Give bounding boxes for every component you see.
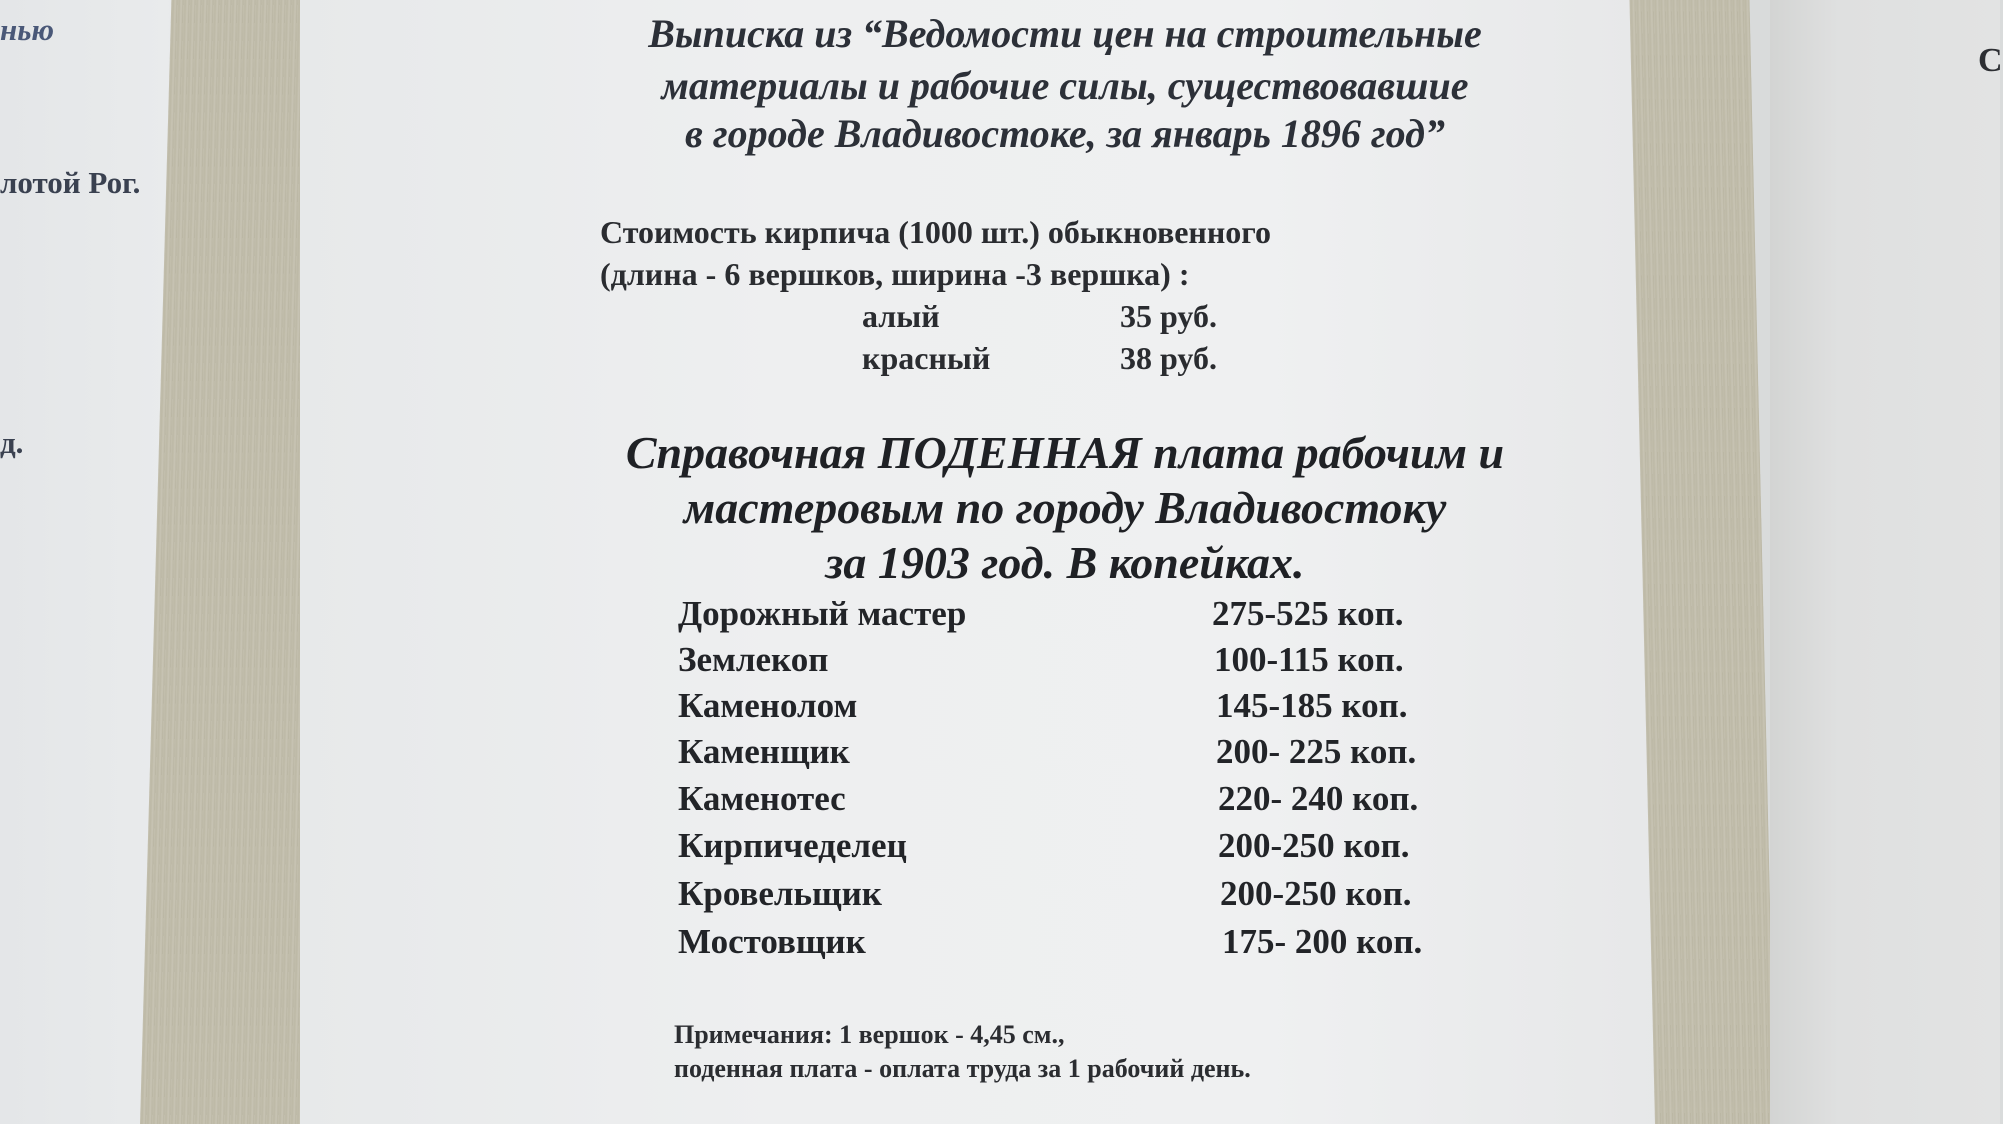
left-fragment-3: д. bbox=[0, 425, 24, 460]
note-line-1: Примечания: 1 вершок - 4,45 см., bbox=[674, 1020, 1065, 1049]
brick-item-price: 38 руб. bbox=[1120, 340, 1217, 376]
right-fragment: С bbox=[1978, 42, 2003, 79]
right-adjacent-sheet bbox=[1770, 0, 2000, 1124]
wage-job: Каменотес bbox=[678, 779, 846, 818]
wage-job: Кровельщик bbox=[678, 874, 882, 913]
wage-pay: 275-525 коп. bbox=[1212, 594, 1404, 633]
left-fragment-2: лотой Рог. bbox=[0, 165, 141, 200]
wage-job: Мостовщик bbox=[678, 922, 866, 961]
wage-job: Дорожный мастер bbox=[678, 594, 967, 633]
wages-title-line-3: за 1903 год. В копейках. bbox=[825, 537, 1305, 588]
wage-job: Каменщик bbox=[678, 732, 850, 771]
right-frame-border bbox=[1629, 0, 1775, 1124]
wage-pay: 200-250 коп. bbox=[1220, 874, 1412, 913]
wage-job: Кирпичеделец bbox=[678, 826, 907, 865]
note-line-2: поденная плата - оплата труда за 1 рабочий день. bbox=[674, 1054, 1251, 1083]
wages-title-line-1: Справочная ПОДЕННАЯ плата рабочим и bbox=[625, 427, 1505, 478]
wage-pay: 200-250 коп. bbox=[1218, 826, 1410, 865]
brick-line-1: Стоимость кирпича (1000 шт.) обыкновенного bbox=[600, 214, 1272, 250]
brick-item-price: 35 руб. bbox=[1120, 298, 1217, 334]
wage-pay: 145-185 коп. bbox=[1216, 686, 1408, 725]
brick-item-name: алый bbox=[862, 298, 940, 334]
wage-pay: 175- 200 коп. bbox=[1222, 922, 1423, 961]
wage-pay: 220- 240 коп. bbox=[1218, 779, 1419, 818]
title-line-2: материалы и рабочие силы, существовавшие bbox=[661, 63, 1469, 108]
wage-pay: 100-115 коп. bbox=[1214, 640, 1404, 679]
wage-pay: 200- 225 коп. bbox=[1216, 732, 1417, 771]
left-fragment-1: нью bbox=[0, 12, 55, 47]
brick-line-2: (длина - 6 вершков, ширина -3 вершка) : bbox=[600, 256, 1190, 292]
title-line-1: Выписка из “Ведомости цен на строительные bbox=[648, 11, 1482, 56]
brick-item-name: красный bbox=[862, 340, 991, 376]
title-line-3: в городе Владивостоке, за январь 1896 год” bbox=[685, 111, 1445, 156]
wage-job: Каменолом bbox=[678, 686, 858, 725]
wages-title-line-2: мастеровым по городу Владивостоку bbox=[683, 482, 1447, 533]
wage-job: Землекоп bbox=[678, 640, 829, 679]
